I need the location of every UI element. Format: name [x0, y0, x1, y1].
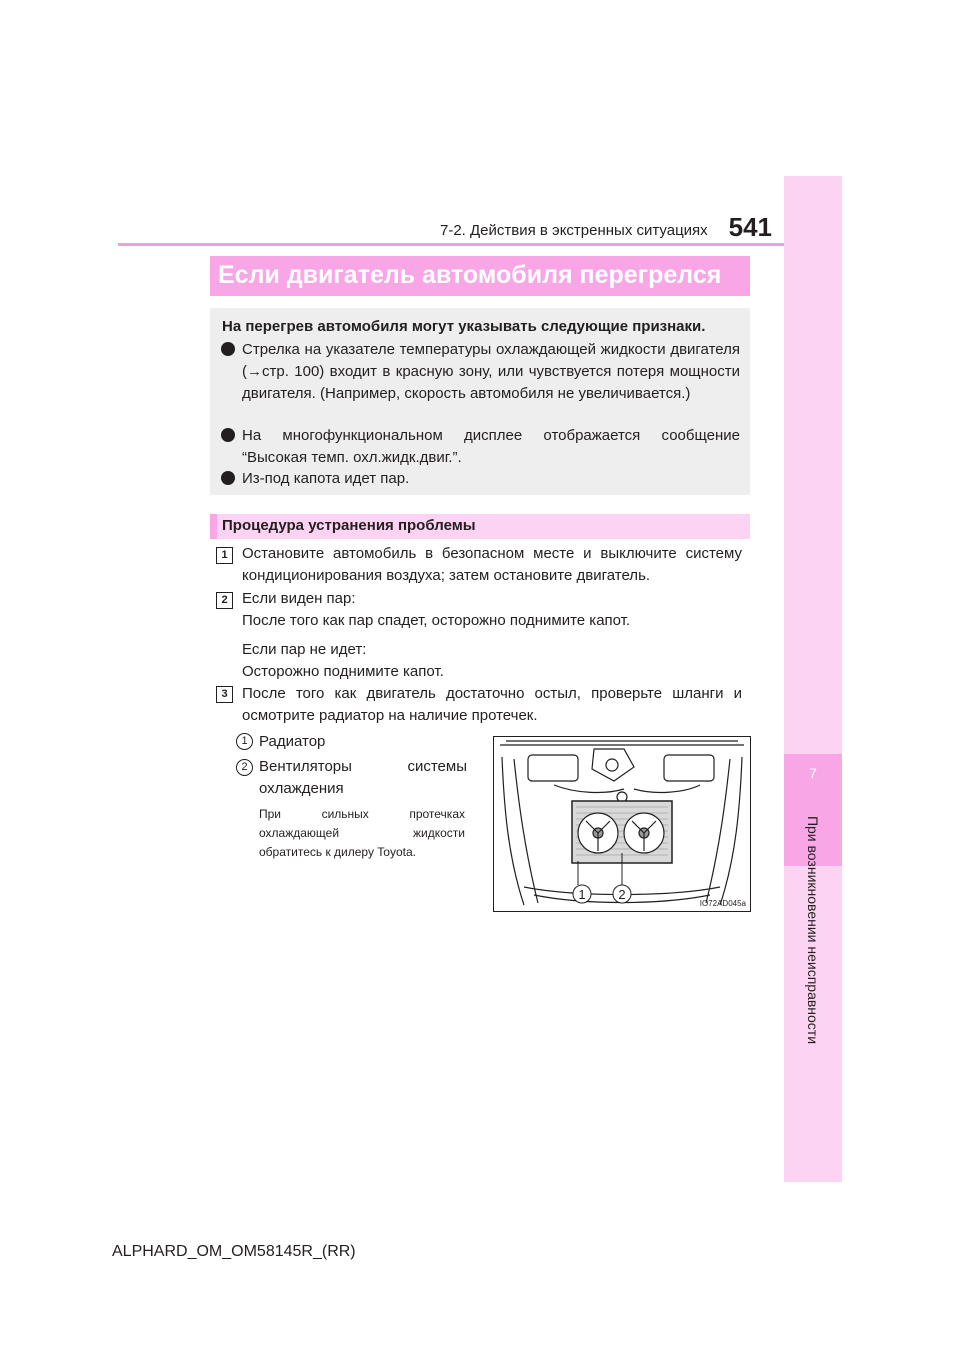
symptom-item — [242, 339, 740, 405]
leak-note — [259, 805, 465, 862]
figure-code: IO72AD045a — [699, 899, 746, 908]
symptom-item — [242, 468, 740, 490]
engine-bay-illustration — [494, 737, 750, 911]
step-number: 2 — [216, 592, 233, 609]
procedure-header-accent — [210, 514, 217, 539]
symptom-item — [242, 425, 740, 469]
step-2-line2: После того как пар спадет, осторожно поднимите капот. — [242, 612, 631, 629]
legend-radiator: Радиатор — [259, 733, 326, 750]
section-header: 7-2. Действия в экстренных ситуациях — [440, 222, 708, 239]
legend-fans — [259, 756, 467, 800]
page-number: 541 — [728, 212, 772, 242]
chapter-title-text: При возникновении неисправности — [805, 815, 821, 1045]
engine-bay-figure — [493, 736, 751, 912]
bullet-icon — [221, 342, 235, 356]
legend-number: 1 — [236, 733, 253, 750]
step-1-text: Остановите автомобиль в безопасном месте и выключите систему кондиционирования воздуха; затем остановите двигатель. — [242, 545, 742, 584]
legend-fans-word2: системы — [407, 758, 467, 775]
note-word: протечках — [409, 807, 465, 821]
step-number: 1 — [216, 547, 233, 564]
page-title: Если двигатель автомобиля перегрелся — [218, 261, 722, 289]
symptom-text: Стрелка на указателе температуры охлаждающей жидкости двигателя (→стр. 100) входит в красную зону, или чувствуется потеря мощности двигателя. (Например, скорость автомобиля не увеличивается.) — [242, 341, 740, 402]
bullet-icon — [221, 428, 235, 442]
callout-1-label: 1 — [578, 887, 586, 902]
step-text — [242, 639, 742, 683]
header-rule — [118, 243, 784, 246]
legend-fans-word3: охлаждения — [259, 780, 344, 797]
chapter-number: 7 — [809, 765, 817, 781]
step-text — [242, 683, 742, 727]
symptoms-intro: На перегрев автомобиля могут указывать следующие признаки. — [222, 318, 706, 335]
symptom-text: Из-под капота идет пар. — [242, 470, 410, 487]
note-word: При — [259, 807, 282, 821]
bullet-icon — [221, 471, 235, 485]
legend-fans-word1: Вентиляторы — [259, 758, 352, 775]
step-2-line3: Если пар не идет: — [242, 641, 367, 658]
step-text — [242, 543, 742, 587]
callout-2-label: 2 — [618, 887, 626, 902]
step-number: 3 — [216, 686, 233, 703]
step-2-line4: Осторожно поднимите капот. — [242, 663, 444, 680]
step-3-text: После того как двигатель достаточно остыл, проверьте шланги и осмотрите радиатор на наличие протечек. — [242, 685, 742, 724]
document-code: ALPHARD_OM_OM58145R_(RR) — [112, 1243, 356, 1260]
note-word: жидкости — [413, 826, 465, 840]
note-word: сильных — [321, 807, 369, 821]
step-text — [242, 588, 742, 632]
procedure-heading: Процедура устранения проблемы — [222, 517, 476, 534]
note-word: охлаждающей — [259, 826, 340, 840]
note-line: обратитесь к дилеру Toyota. — [259, 845, 416, 859]
symptom-text: На многофункциональном дисплее отображается сообщение “Высокая темп. охл.жидк.двиг.”. — [242, 427, 740, 466]
step-2-line1: Если виден пар: — [242, 590, 356, 607]
legend-number: 2 — [236, 759, 253, 776]
